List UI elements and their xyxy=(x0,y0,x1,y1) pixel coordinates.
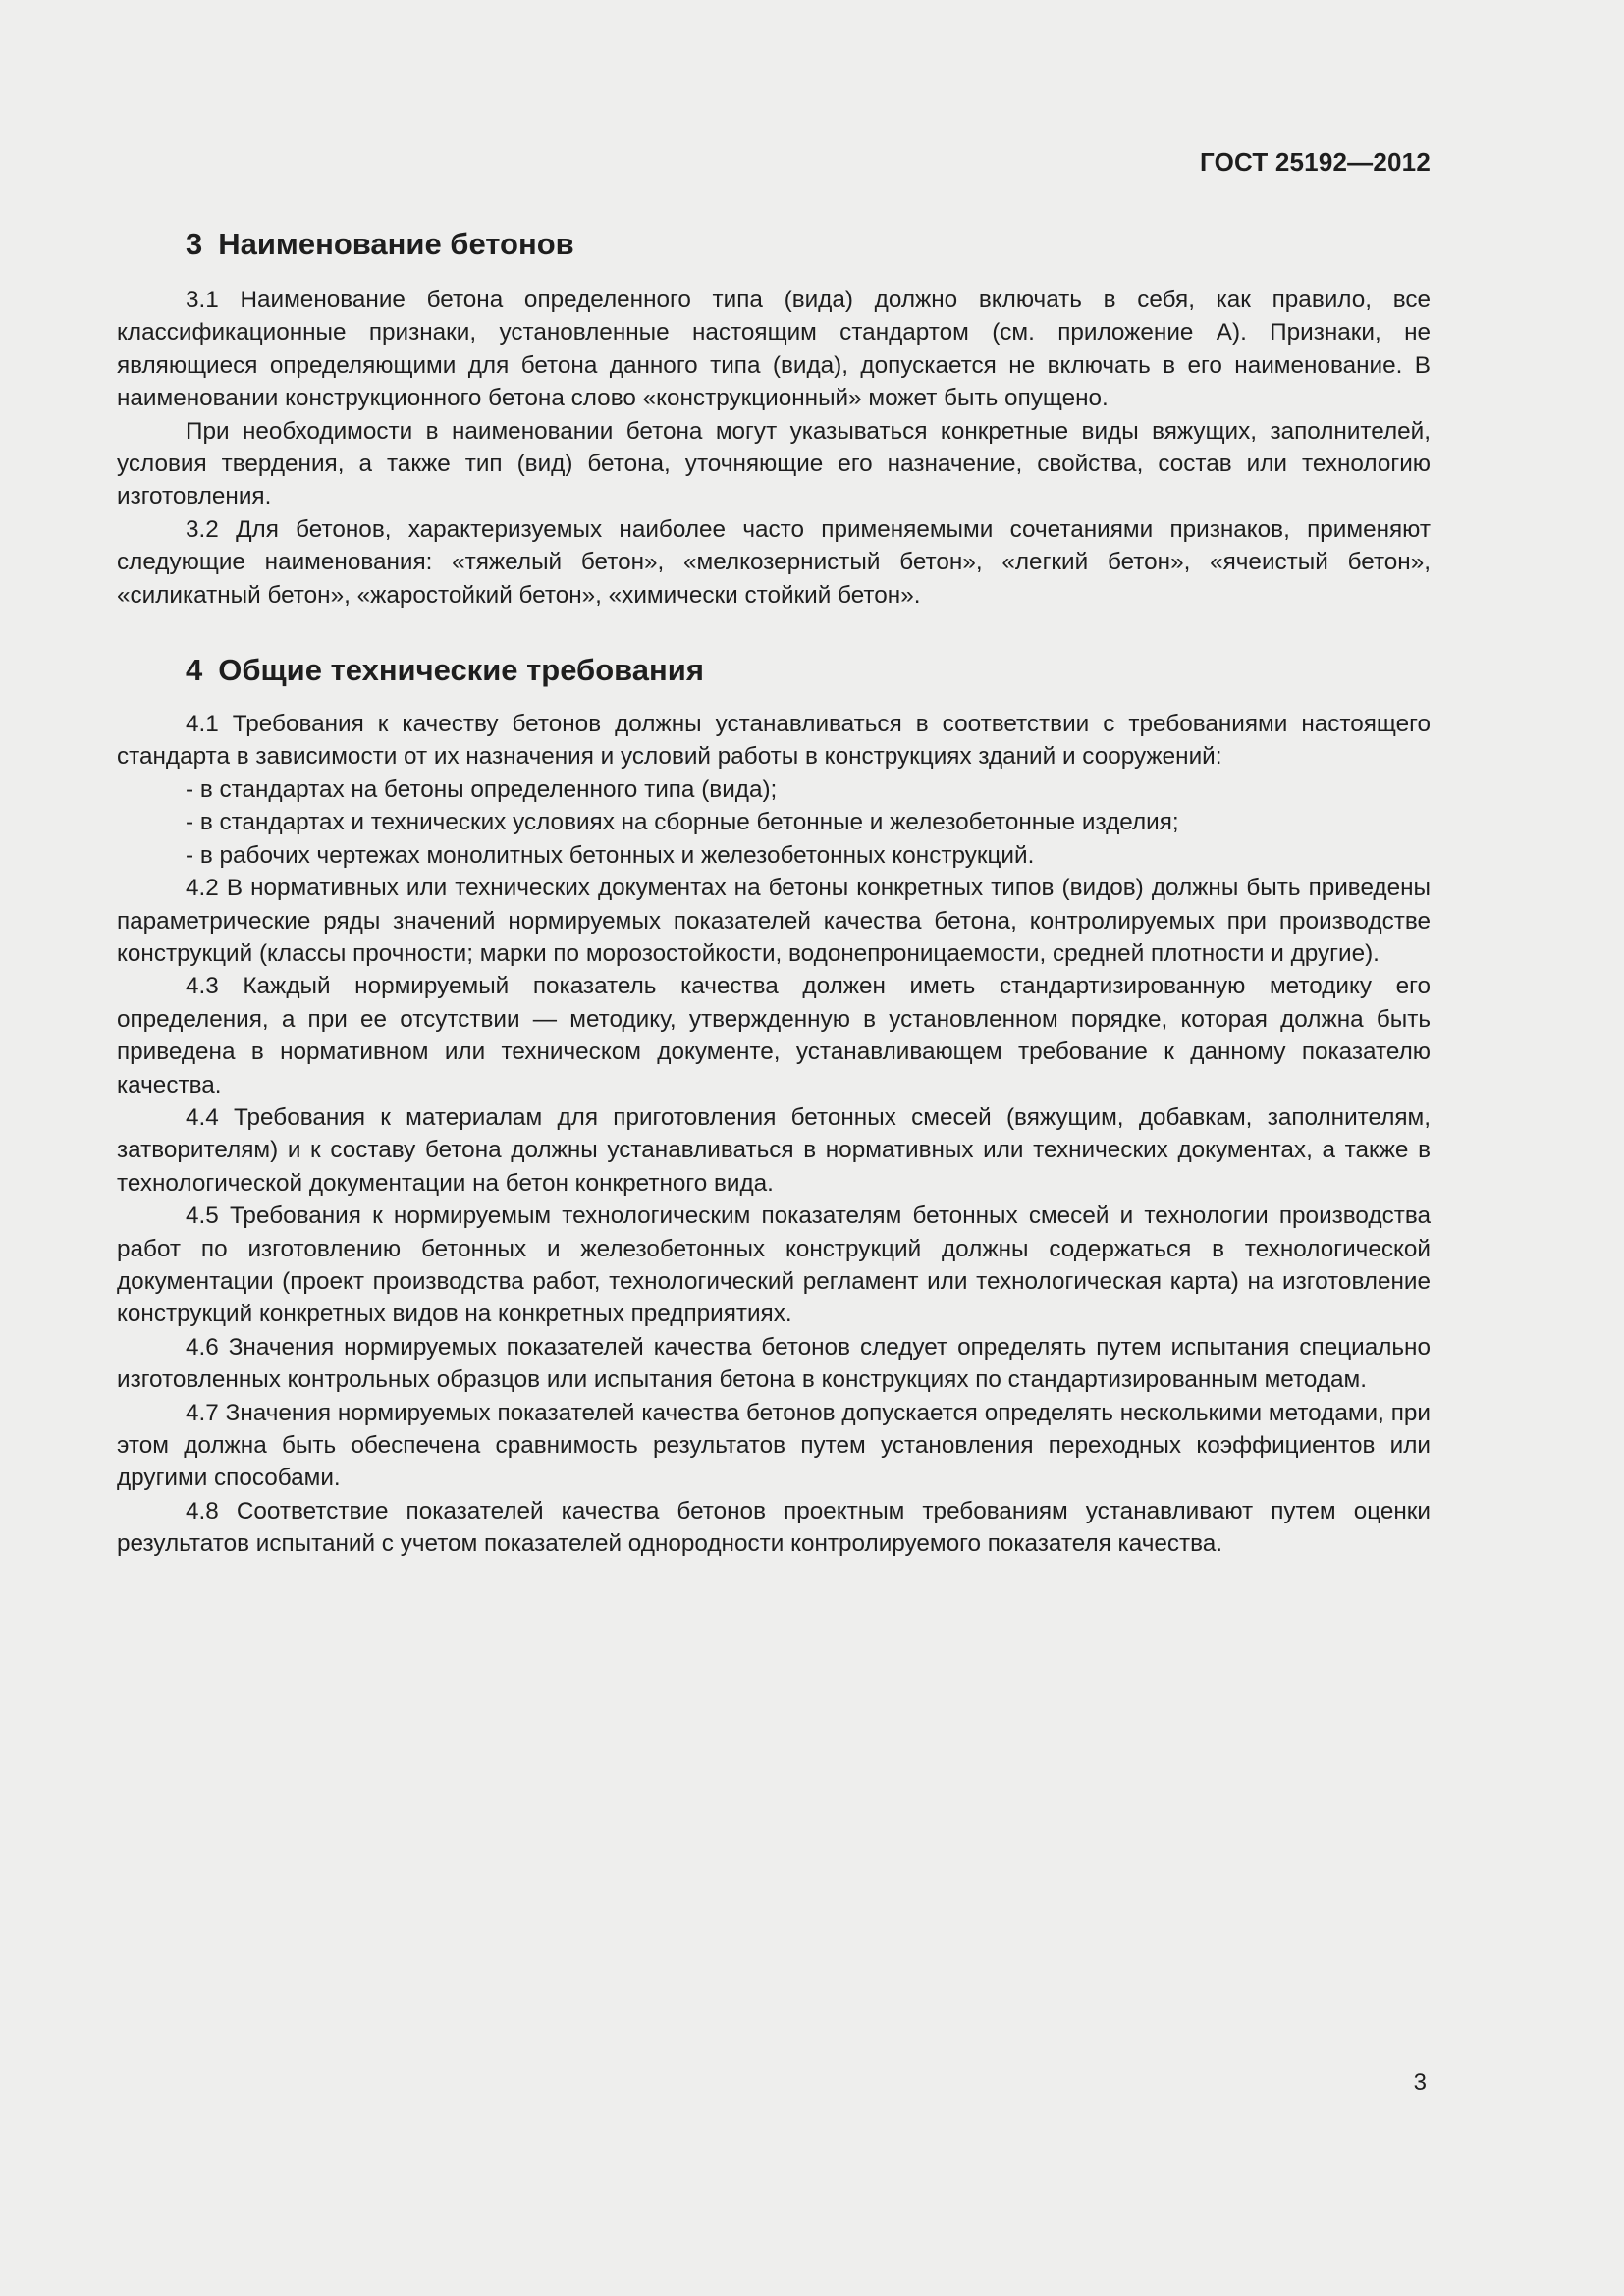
section-4-title: Общие технические требования xyxy=(218,653,704,688)
list-item: - в стандартах и технических условиях на сборные бетонные и железобетонные изделия; xyxy=(186,809,1179,836)
paragraph-4-4: 4.4 Требования к материалам для приготовления бетонных смесей (вяжущим, добавкам, заполнителям, затворителям) и к составу бетона должны устанавливаться в нормативных или технических документах, а также в технологической документации на бетон конкретного вида. xyxy=(117,1103,1431,1197)
paragraph-4-8: 4.8 Соответствие показателей качества бетонов проектным требованиям устанавливают путем оценки результатов испытаний с учетом показателей однородности контролируемого показателя качества. xyxy=(117,1497,1431,1558)
section-3-heading xyxy=(117,221,1431,268)
list-item: - в стандартах на бетоны определенного типа (вида); xyxy=(186,775,778,803)
list-item: - в рабочих чертежах монолитных бетонных и железобетонных конструкций. xyxy=(186,841,1035,869)
section-3-title: Наименование бетонов xyxy=(218,227,574,261)
paragraph-4-3: 4.3 Каждый нормируемый показатель качества должен иметь стандартизированную методику его определения, а при ее отсутствии — методику, утвержденную в установленном порядке, которая должна быть приведена в нормативном или техническом документе, устанавливающем требование к данному показателю качества. xyxy=(117,973,1431,1098)
section-4-number: 4 xyxy=(186,653,203,688)
paragraph-3-1-continued: При необходимости в наименовании бетона могут указываться конкретные виды вяжущих, заполнителей, условия твердения, а также тип (вид) бетона, уточняющие его назначение, свойства, состав или технологию изготовления. xyxy=(117,417,1431,510)
section-3-number: 3 xyxy=(186,227,203,261)
paragraph-4-5: 4.5 Требования к нормируемым технологическим показателям бетонных смесей и технологии производства работ по изготовлению бетонных и железобетонных конструкций должны содержаться в технологической документации (проект производства работ, технологический регламент или технологическая карта) на изготовление конструкций конкретных видов на конкретных предприятиях. xyxy=(117,1202,1431,1328)
paragraph-3-1: 3.1 Наименование бетона определенного типа (вида) должно включать в себя, как правило, все классификационные признаки, установленные настоящим стандартом (см. приложение А). Признаки, не являющиеся определяющими для бетона данного типа (вида), допускается не включать в его наименование. В наименовании конструкционного бетона слово «конструкционный» может быть опущено. xyxy=(117,287,1431,412)
paragraph-4-7: 4.7 Значения нормируемых показателей качества бетонов допускается определять несколькими методами, при этом должна быть обеспечена сравнимость результатов путем установления переходных коэффициентов или другими способами. xyxy=(117,1399,1431,1492)
paragraph-3-2: 3.2 Для бетонов, характеризуемых наиболее часто применяемыми сочетаниями признаков, применяют следующие наименования: «тяжелый бетон», «мелкозернистый бетон», «легкий бетон», «ячеистый бетон», «силикатный бетон», «жаростойкий бетон», «химически стойкий бетон». xyxy=(117,515,1431,609)
standard-code-header: ГОСТ 25192—2012 xyxy=(1200,147,1431,177)
document-body xyxy=(117,221,1431,1561)
paragraph-4-1: 4.1 Требования к качеству бетонов должны устанавливаться в соответствии с требованиями настоящего стандарта в зависимости от их назначения и условий работы в конструкциях зданий и сооружений: xyxy=(117,711,1431,771)
paragraph-4-2: 4.2 В нормативных или технических документах на бетоны конкретных типов (видов) должны быть приведены параметрические ряды значений нормируемых показателей качества бетона, контролируемых при производстве конструкций (классы прочности; марки по морозостойкости, водонепроницаемости, средней плотности и другие). xyxy=(117,875,1431,967)
section-4-heading xyxy=(117,647,1431,694)
paragraph-4-6: 4.6 Значения нормируемых показателей качества бетонов следует определять путем испытания специально изготовленных контрольных образцов или испытания бетона в конструкциях по стандартизированным методам. xyxy=(117,1333,1431,1394)
page-number: 3 xyxy=(1413,2069,1427,2096)
